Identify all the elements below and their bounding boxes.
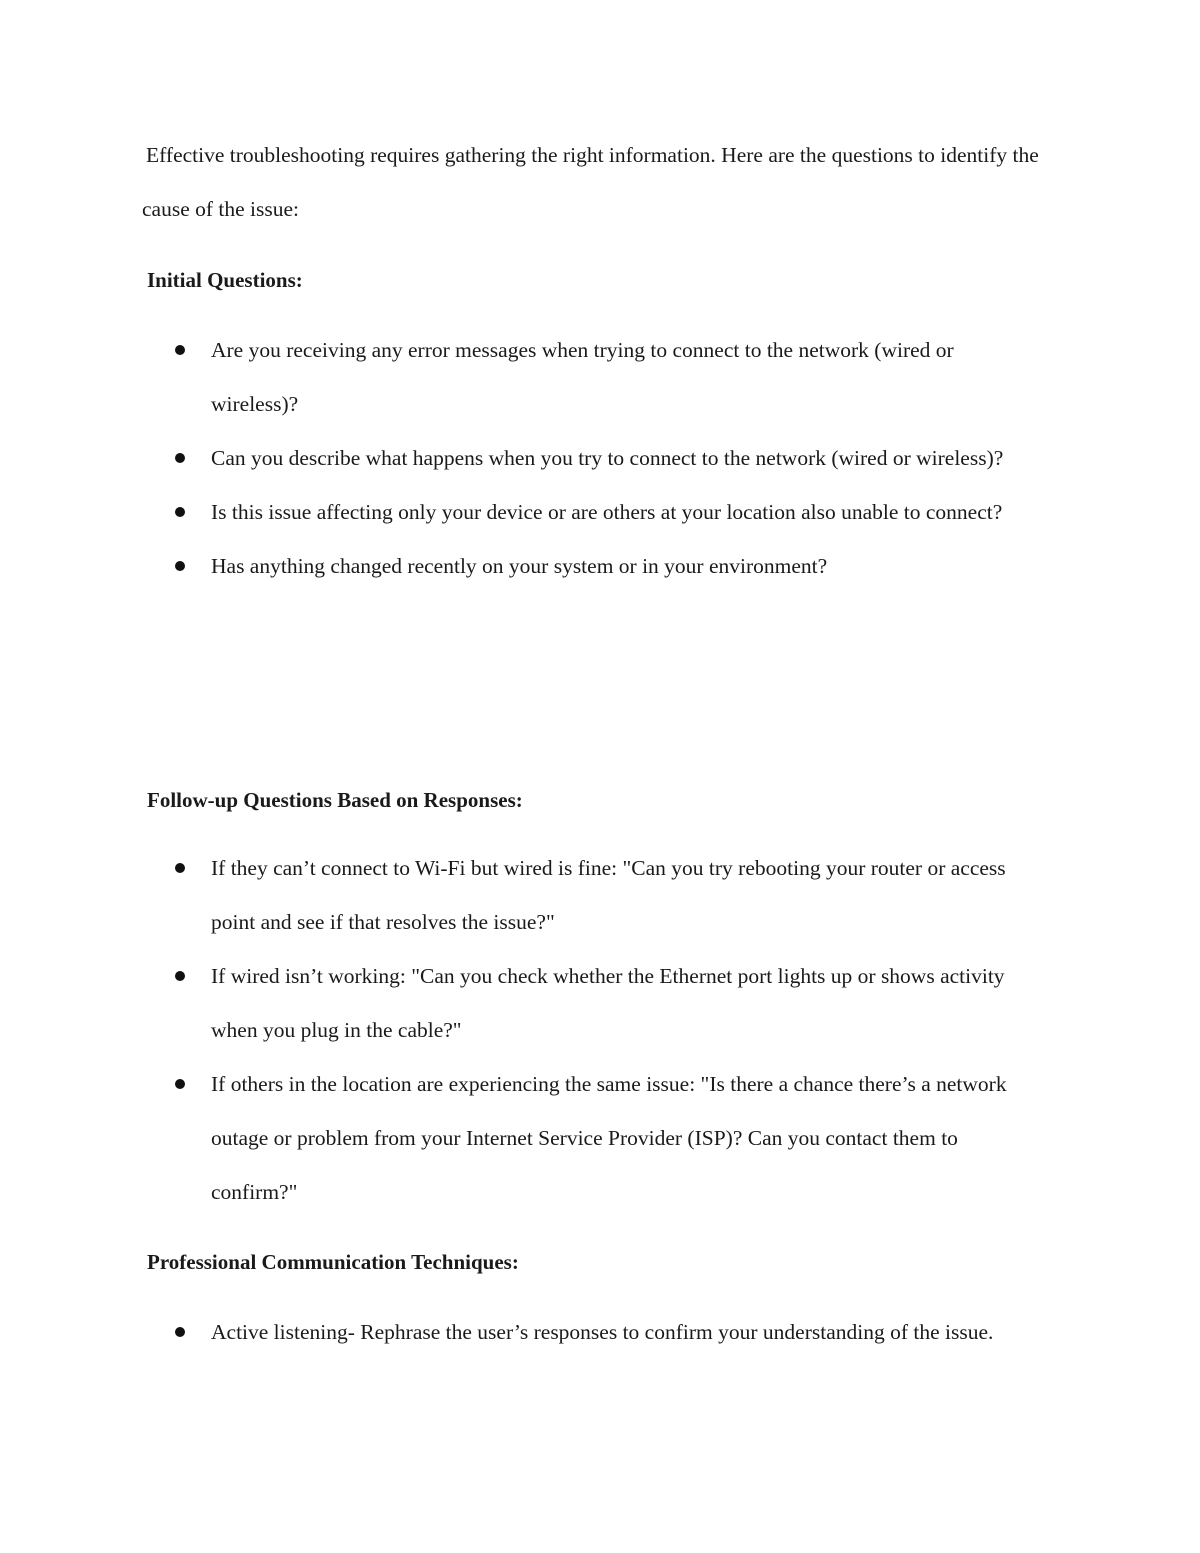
initial-questions-heading: Initial Questions:: [147, 268, 303, 292]
followup-questions-list: [0, 841, 1200, 1219]
list-item-text: Is this issue affecting only your device or are others at your location also unable to connect?: [211, 500, 1003, 524]
bullet-icon: [175, 507, 185, 517]
communication-techniques-list: [0, 1305, 1200, 1359]
list-item: [0, 841, 1041, 949]
list-item-text: Are you receiving any error messages when trying to connect to the network (wired or wireless)?: [211, 338, 954, 416]
bullet-icon: [175, 971, 185, 981]
list-item: [0, 949, 1041, 1057]
list-item-text: Active listening- Rephrase the user’s responses to confirm your understanding of the issue.: [211, 1320, 994, 1344]
bullet-icon: [175, 1079, 185, 1089]
list-item-text: Can you describe what happens when you try to connect to the network (wired or wireless)?: [211, 446, 1004, 470]
bullet-icon: [175, 561, 185, 571]
intro-paragraph: Effective troubleshooting requires gathering the right information. Here are the questions to identify the cause of the issue:: [142, 143, 1039, 221]
list-item: [0, 539, 1041, 593]
list-item: [0, 1057, 1041, 1219]
bullet-icon: [175, 1327, 185, 1337]
list-item-text: If others in the location are experiencing the same issue: "Is there a chance there’s a network outage or problem from your Internet Service Provider (ISP)? Can you contact them to confirm?": [211, 1072, 1007, 1204]
list-item: [0, 323, 1041, 431]
list-item: [0, 1305, 1041, 1359]
communication-techniques-heading: Professional Communication Techniques:: [147, 1250, 519, 1274]
list-item-text: If they can’t connect to Wi-Fi but wired is fine: "Can you try rebooting your router or access point and see if that resolves the issue?": [211, 856, 1006, 934]
list-item-text: Has anything changed recently on your system or in your environment?: [211, 554, 828, 578]
bullet-icon: [175, 345, 185, 355]
list-item: [0, 431, 1041, 485]
followup-questions-heading: Follow-up Questions Based on Responses:: [147, 788, 523, 812]
bullet-icon: [175, 863, 185, 873]
bullet-icon: [175, 453, 185, 463]
list-item: [0, 485, 1041, 539]
initial-questions-list: [0, 323, 1200, 593]
list-item-text: If wired isn’t working: "Can you check whether the Ethernet port lights up or shows activity when you plug in the cable?": [211, 964, 1005, 1042]
